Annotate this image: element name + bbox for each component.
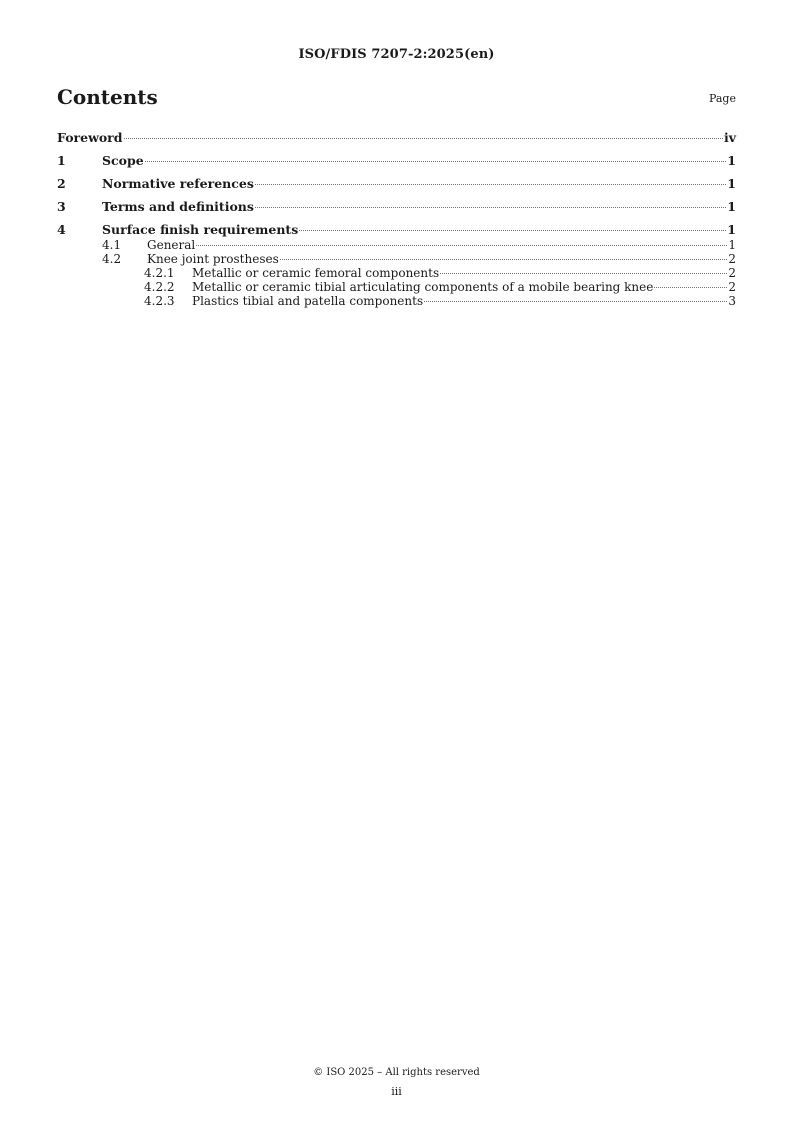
toc-entry-page: 2 [728,266,736,280]
toc-entry-title: General [147,238,196,252]
toc-entry-title: Knee joint prostheses [147,252,279,266]
toc-entry-page: 1 [727,199,736,214]
toc-entry-number: 4 [57,222,66,237]
toc-entry-title: Metallic or ceramic tibial articulating components of a mobile bearing knee [192,280,654,294]
footer-page-number: iii [391,1085,402,1098]
toc-entry-general[interactable] [57,238,736,252]
toc-entry-knee-joint-prostheses[interactable] [57,252,736,266]
toc-entry-page: 3 [728,294,736,308]
toc-entry-title: Foreword [57,130,123,145]
table-of-contents [57,130,736,308]
toc-entry-number: 2 [57,176,66,191]
toc-entry-number: 1 [57,153,66,168]
toc-entry-surface-finish-requirements[interactable] [57,222,736,238]
dot-leader [440,273,727,274]
toc-entry-page: 1 [727,153,736,168]
dot-leader [255,207,726,208]
toc-entry-title: Plastics tibial and patella components [192,294,424,308]
dot-leader [654,287,727,288]
toc-entry-title: Metallic or ceramic femoral components [192,266,440,280]
document-header: ISO/FDIS 7207-2:2025(en) [298,47,495,62]
toc-entry-number: 4.2 [102,252,122,266]
toc-entry-number: 3 [57,199,66,214]
toc-entry-page: 2 [728,252,736,266]
toc-entry-tibial-articulating-components[interactable] [57,280,736,294]
toc-entry-page: 1 [727,222,736,237]
toc-entry-page: 2 [728,280,736,294]
dot-leader [280,259,728,260]
toc-entry-foreword[interactable] [57,130,736,146]
toc-entry-title: Surface finish requirements [102,222,299,237]
toc-entry-page: 1 [728,238,736,252]
contents-title: Contents [57,85,158,109]
toc-entry-scope[interactable] [57,153,736,169]
toc-entry-number: 4.2.1 [144,266,175,280]
toc-entry-title: Scope [102,153,144,168]
page-column-label: Page [708,92,736,105]
dot-leader [424,301,727,302]
toc-entry-terms-and-definitions[interactable] [57,199,736,215]
toc-entry-plastics-tibial-patella[interactable] [57,294,736,308]
dot-leader [299,230,726,231]
toc-entry-femoral-components[interactable] [57,266,736,280]
toc-entry-number: 4.2.3 [144,294,175,308]
toc-entry-normative-references[interactable] [57,176,736,192]
dot-leader [145,161,727,162]
toc-entry-title: Normative references [102,176,254,191]
footer-copyright: © ISO 2025 – All rights reserved [313,1067,480,1078]
toc-entry-number: 4.2.2 [144,280,175,294]
toc-entry-title: Terms and definitions [102,199,254,214]
dot-leader [196,245,727,246]
toc-entry-number: 4.1 [102,238,122,252]
toc-entry-page: 1 [727,176,736,191]
toc-entry-page: iv [723,130,736,145]
dot-leader [124,138,723,139]
dot-leader [255,184,726,185]
